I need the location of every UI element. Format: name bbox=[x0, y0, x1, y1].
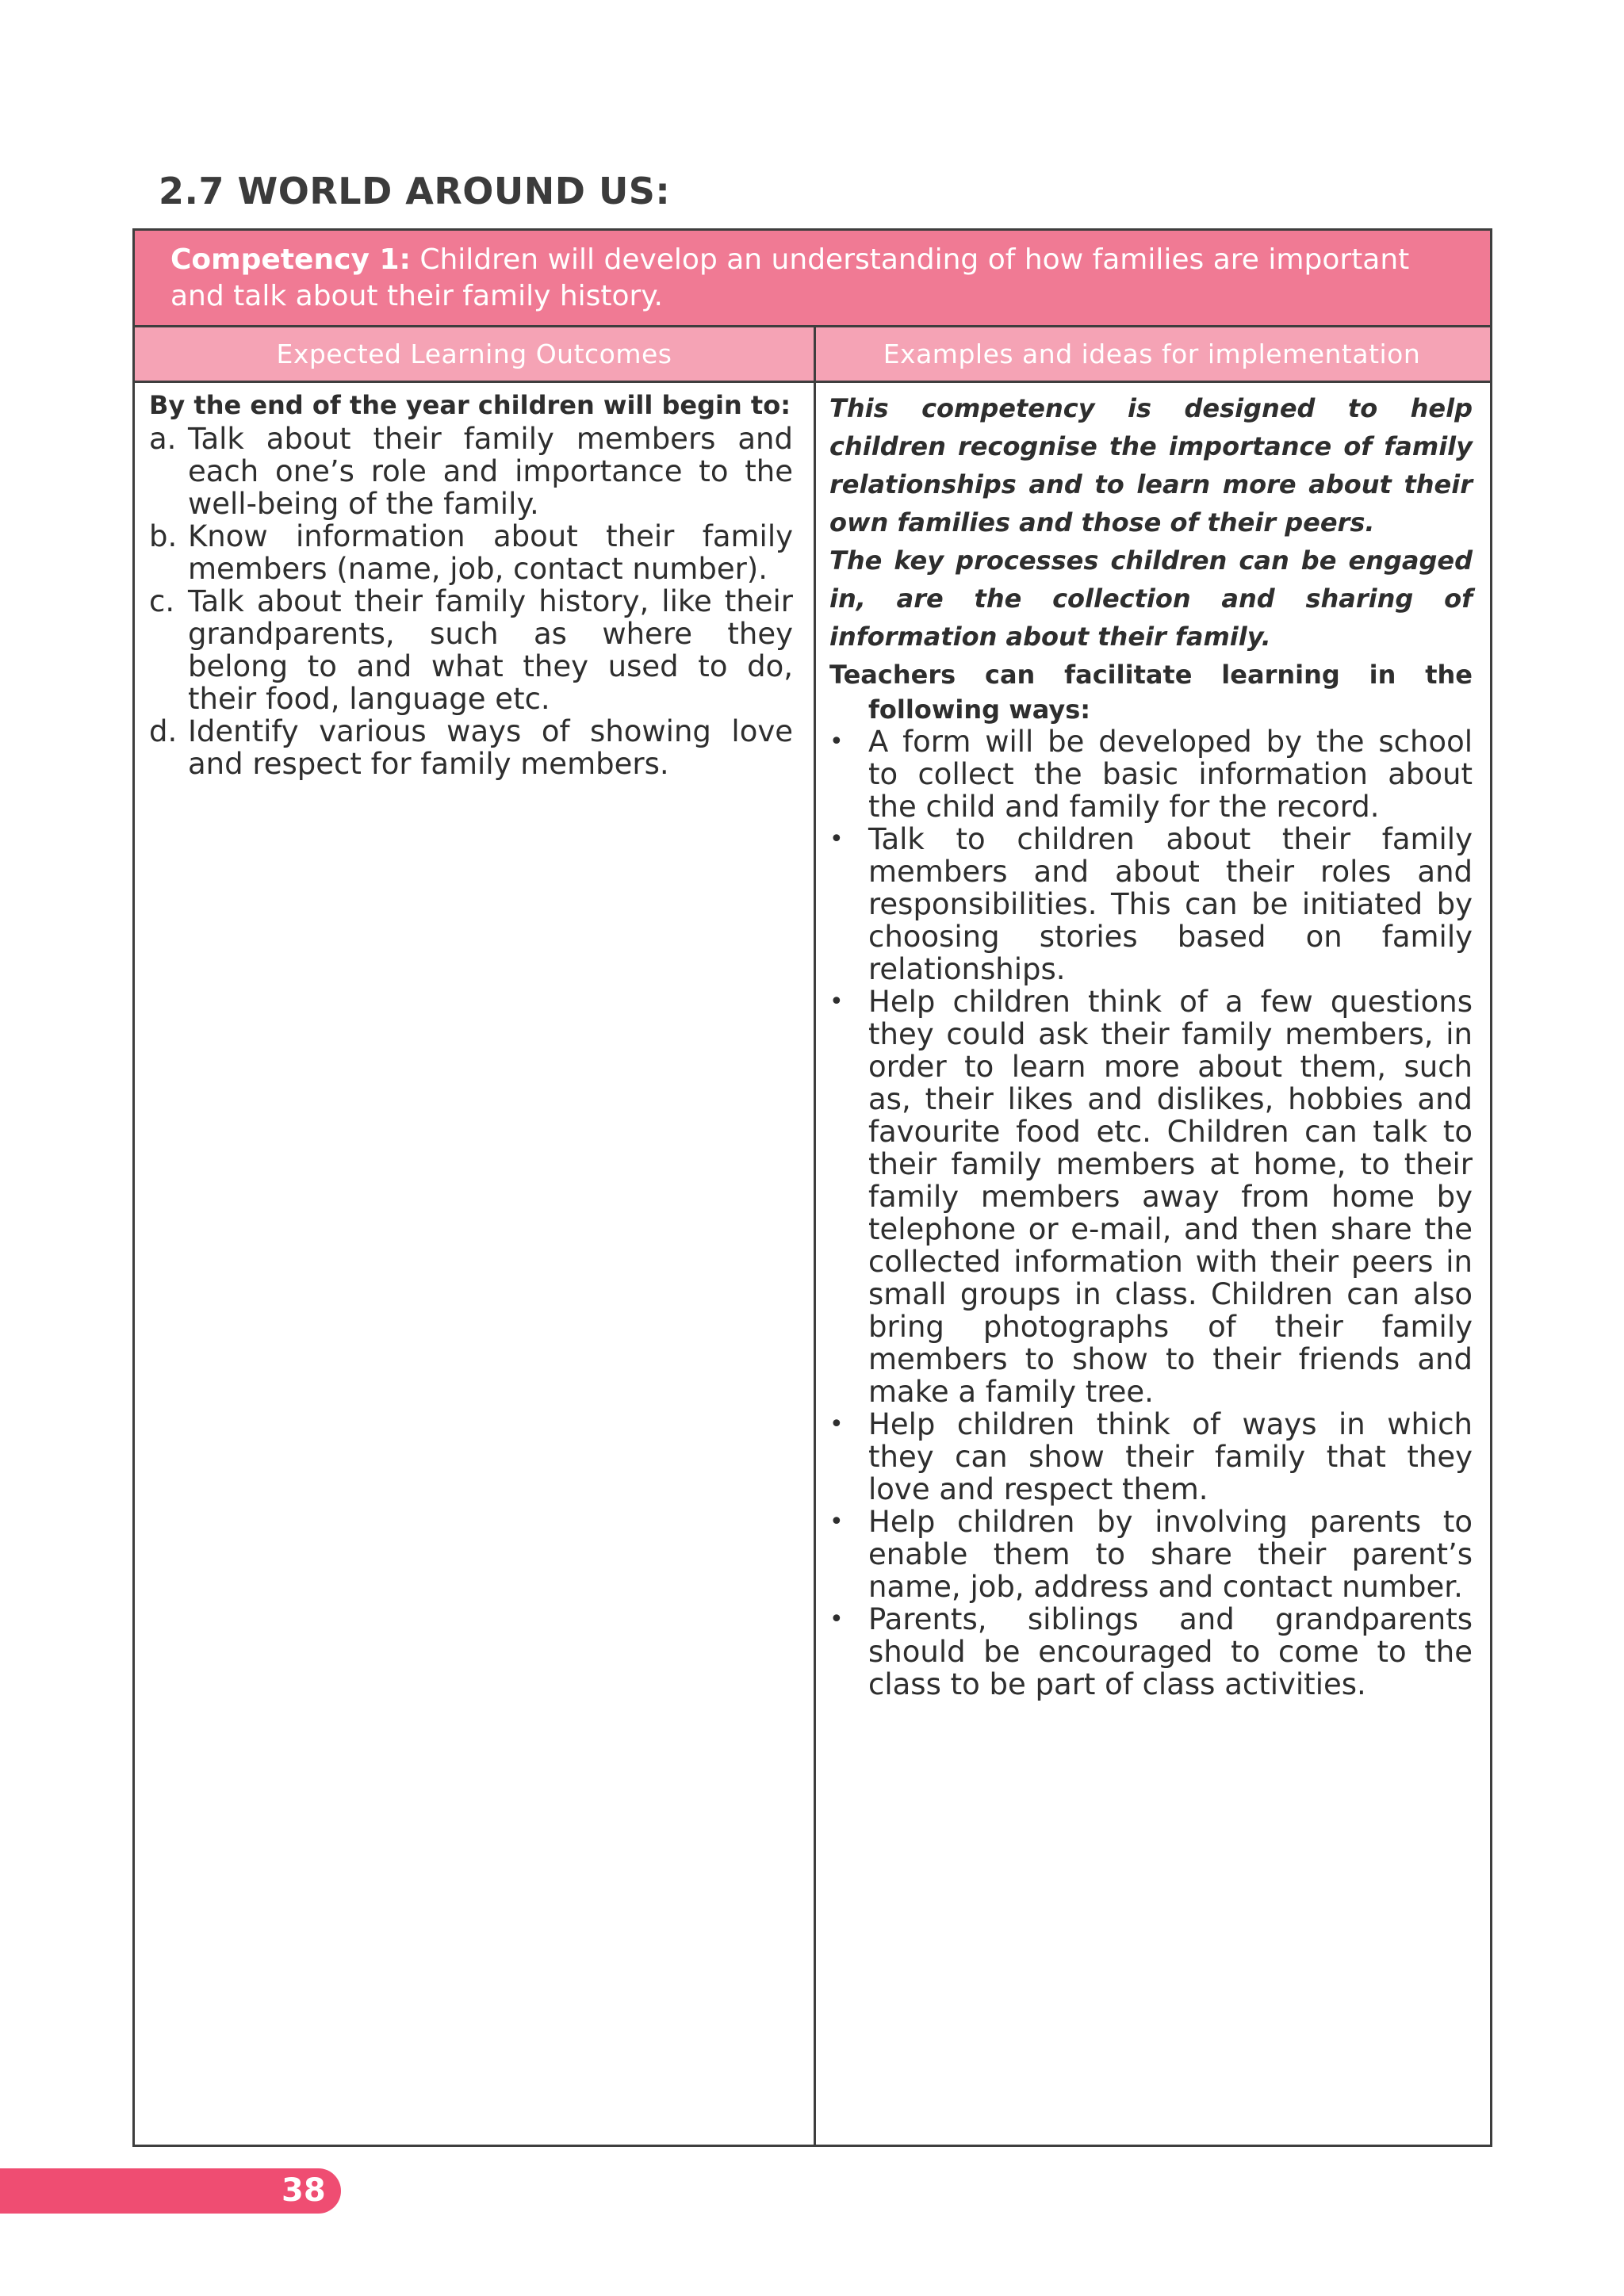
outcome-text: Identify various ways of showing love and respect for family members. bbox=[188, 714, 793, 781]
outcome-text: Talk about their family members and each one’s role and importance to the well-being of the family. bbox=[188, 422, 793, 521]
bullet-text: Parents, siblings and grandparents should be encouraged to come to the class to be part of class activities. bbox=[868, 1602, 1473, 1701]
bullet-dot-icon: • bbox=[829, 1605, 844, 1633]
bullet-dot-icon: • bbox=[829, 825, 844, 853]
implementation-bullet bbox=[829, 1603, 1473, 1701]
header-implementation-ideas: Examples and ideas for implementation bbox=[883, 339, 1421, 369]
header-expected-outcomes: Expected Learning Outcomes bbox=[276, 339, 672, 369]
outcome-text: Know information about their family members (name, job, contact number). bbox=[188, 519, 793, 586]
outcome-marker: b. bbox=[149, 519, 178, 553]
outcome-marker: d. bbox=[149, 714, 178, 748]
competency-text: Children will develop an understanding of how families are important and talk about their family history. bbox=[170, 243, 1410, 312]
outcome-marker: a. bbox=[149, 422, 177, 456]
bullet-text: Help children by involving parents to enable them to share their parent’s name, job, address and contact number. bbox=[868, 1505, 1473, 1604]
implementation-bullet bbox=[829, 725, 1473, 823]
bullet-dot-icon: • bbox=[829, 988, 844, 1016]
implementation-column bbox=[829, 389, 1473, 1701]
outcome-marker: c. bbox=[149, 584, 175, 618]
bullet-text: Help children think of a few questions they could ask their family members, in order to learn more about them, such as, their likes and dislikes, hobbies and favourite food etc. Children can talk to their family members at home, to their family members away from home by telephone or e-mail, and then share the collected information with their peers in small groups in class. Children can also bring photographs of their family members to show to their friends and make a family tree. bbox=[868, 985, 1473, 1409]
outcome-item bbox=[149, 520, 793, 585]
competency-label: Competency 1: bbox=[170, 243, 411, 276]
outcome-item bbox=[149, 715, 793, 780]
implementation-bullet bbox=[829, 985, 1473, 1408]
implementation-key-processes: The key processes children can be engaged in, are the collection and sharing of information about their family. bbox=[829, 545, 1473, 652]
column-divider bbox=[814, 327, 816, 2145]
bullet-dot-icon: • bbox=[829, 1410, 844, 1438]
competency-table bbox=[132, 228, 1492, 2147]
outcomes-column bbox=[149, 389, 793, 780]
implementation-lead-paragraph: This competency is designed to help children recognise the importance of family relationships and to learn more about their own families and those of their peers. bbox=[829, 393, 1473, 538]
outcome-item bbox=[149, 585, 793, 715]
teachers-intro-line: Teachers can facilitate learning in the bbox=[829, 660, 1473, 690]
bullet-text: A form will be developed by the school to collect the basic information about the child and family for the record. bbox=[868, 725, 1473, 824]
section-title: 2.7 WORLD AROUND US: bbox=[159, 170, 671, 212]
implementation-bullet bbox=[829, 823, 1473, 985]
implementation-bullet bbox=[829, 1408, 1473, 1506]
bullet-text: Help children think of ways in which they can show their family that they love and respect them. bbox=[868, 1407, 1473, 1506]
bullet-dot-icon: • bbox=[829, 1508, 844, 1536]
outcome-text: Talk about their family history, like their grandparents, such as where they belong to and what they used to do, their food, language etc. bbox=[188, 584, 793, 716]
bullet-text: Talk to children about their family members and about their roles and responsibilities. This can be initiated by choosing stories based on family relationships. bbox=[868, 822, 1473, 986]
teachers-intro-line-continued: following ways: bbox=[868, 695, 1091, 725]
competency-banner bbox=[135, 231, 1490, 327]
implementation-bullet bbox=[829, 1506, 1473, 1603]
page-number: 38 bbox=[282, 2172, 326, 2209]
outcomes-intro: By the end of the year children will begin to: bbox=[149, 390, 791, 420]
outcome-item bbox=[149, 423, 793, 520]
column-header-row bbox=[135, 327, 1490, 383]
bullet-dot-icon: • bbox=[829, 728, 844, 756]
